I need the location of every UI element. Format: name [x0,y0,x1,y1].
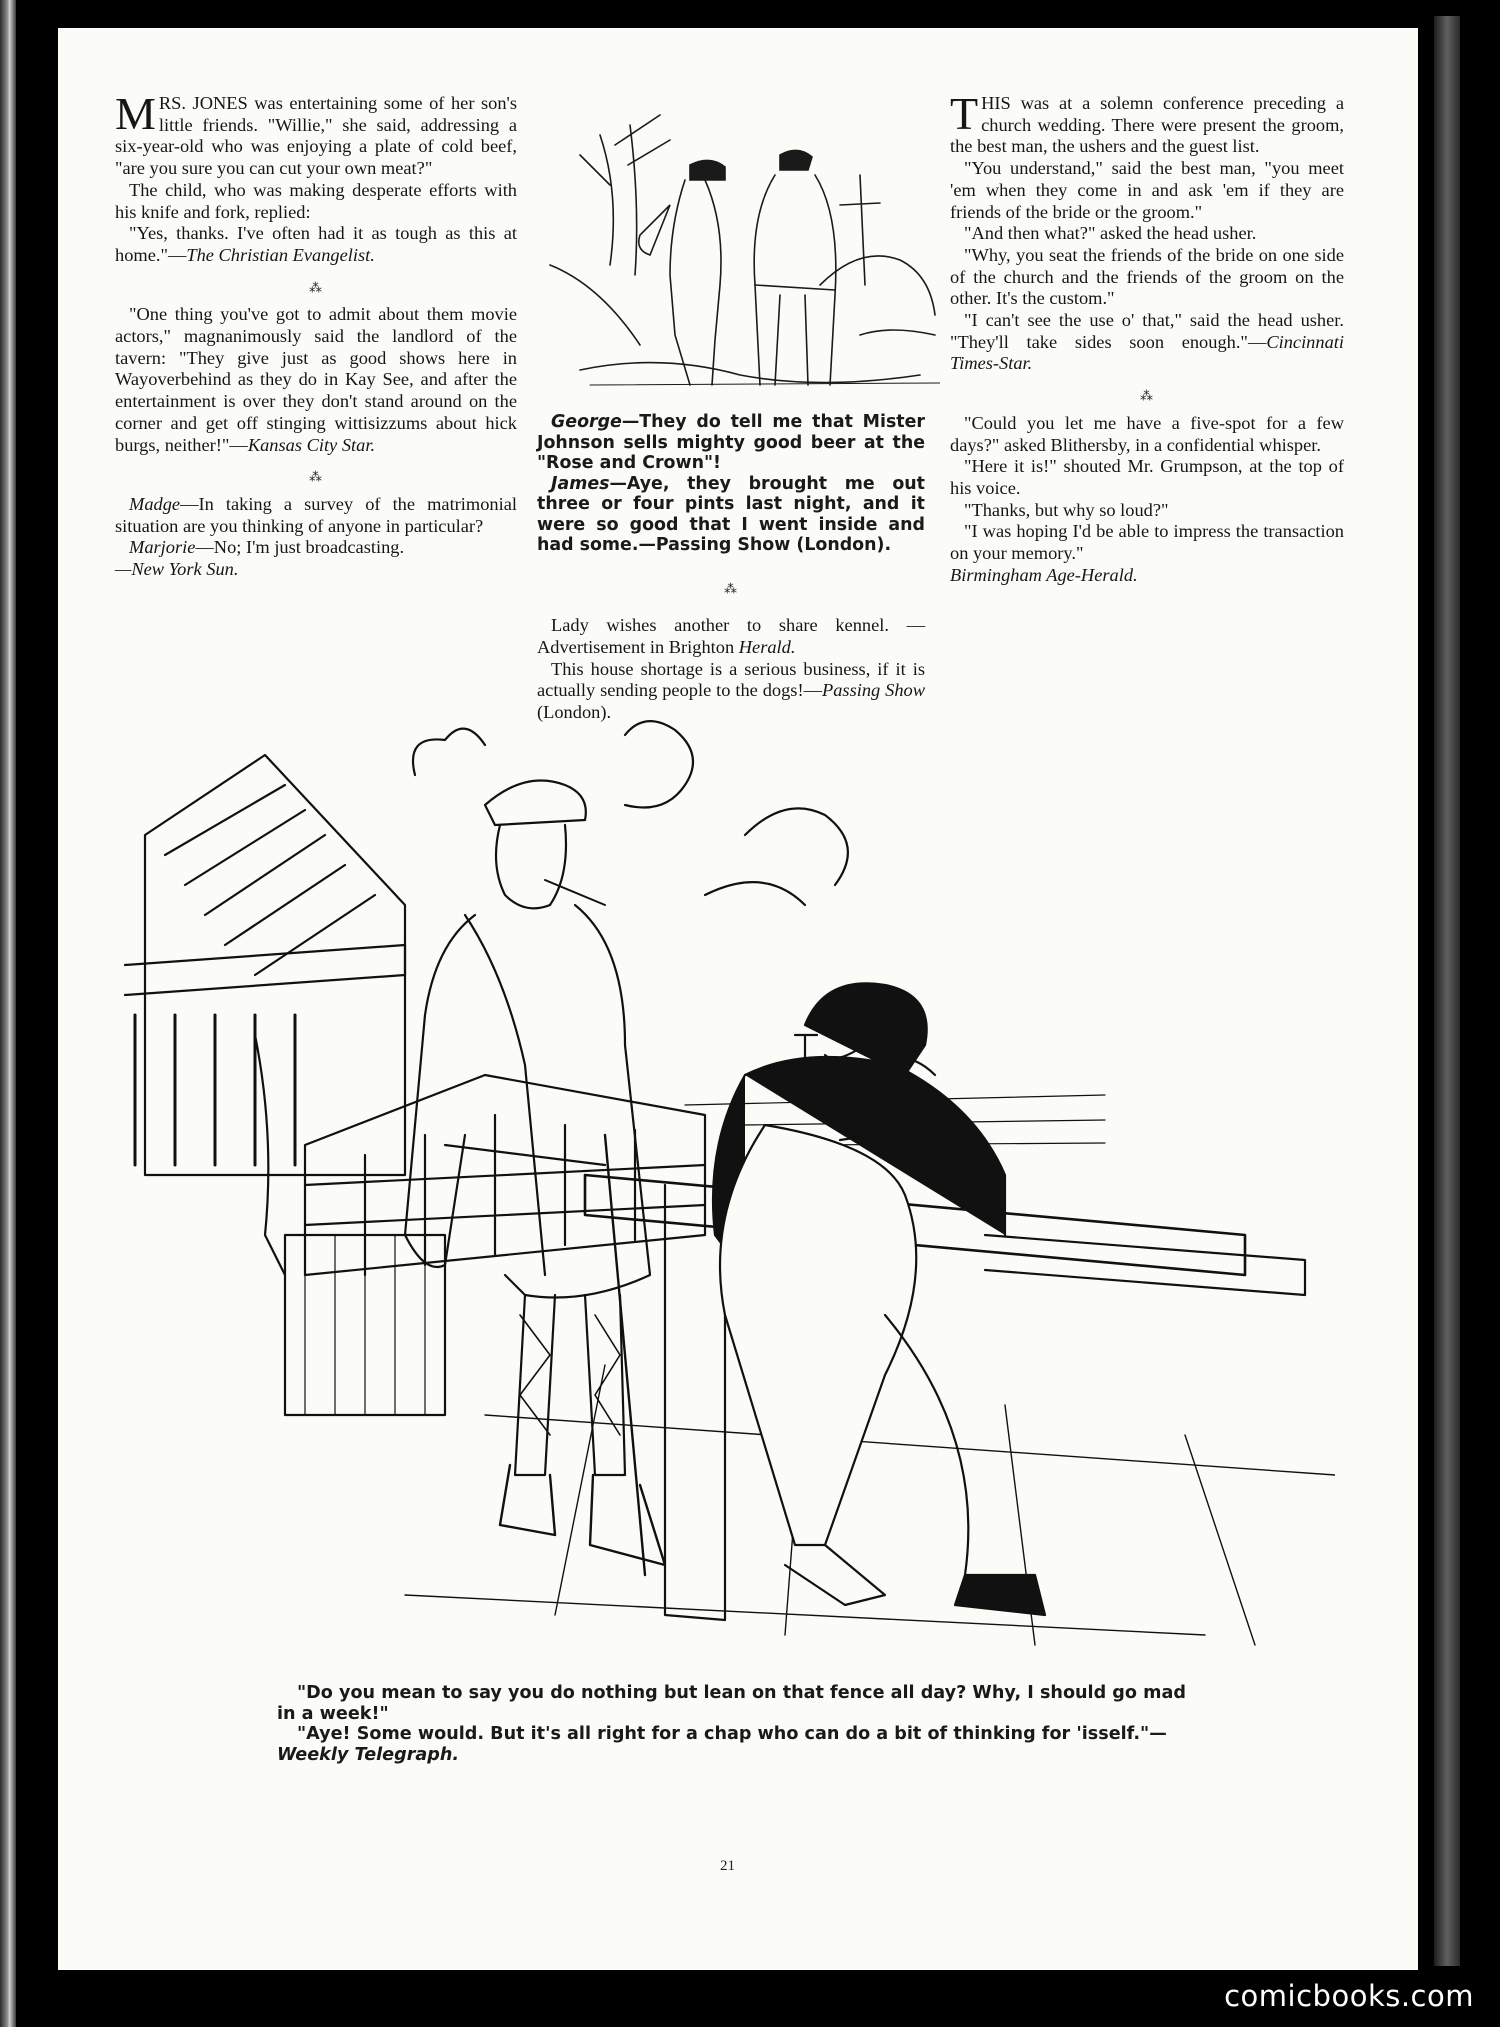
drop-cap: M [115,88,156,139]
joke-text: "You understand," said the best man, "you meet 'em when they come in and ask 'em if they are friends of the bride or the groom." [950,158,1344,222]
joke-text: The child, who was making desperate efforts with his knife and fork, replied: [115,179,517,222]
joke-text: "Here it is!" shouted Mr. Grumpson, at the top of his voice. [950,456,1344,498]
section-ornament: ⁂ [309,279,323,295]
joke-george [537,412,925,474]
joke-text: RS. JONES was entertaining some of her son's little friends. "Willie," she said, addressing a six-year-old who was enjoying a plate of cold beef, "are you sure you can cut your own meat?" [115,93,517,179]
illustration-two-men-walking [540,85,940,420]
source-credit: Passing Show [821,680,925,701]
joke-text: "Yes, thanks. I've often had it as tough as this at home."— [115,223,517,265]
joke-text: This house shortage is a serious business, if it is actually sending people to the dogs!— [537,658,925,701]
drop-cap: T [950,88,979,139]
book-spine-left [0,0,16,2027]
source-credit-line [950,565,1344,587]
source-credit: Cincinnati Times-Star. [950,331,1344,374]
watermark: comicbooks.com [1224,1979,1474,2013]
cartoon-caption [277,1683,1207,1765]
joke-james [537,474,925,556]
column-left [115,88,517,581]
joke-five-spot: "Could you let me have a five-spot for a few days?" asked Blithersby, in a confidential whisper. [950,412,1344,455]
joke-text: HIS was at a solemn conference preceding a church wedding. There were present the groom, the best man, the ushers and the guest list. [950,93,1344,157]
speaker-name: James [551,473,610,494]
joke-punchline [115,223,517,266]
joke-house-shortage [537,659,925,724]
column-right [950,88,1344,586]
caption-line-1: "Do you mean to say you do nothing but lean on that fence all day? Why, I should go mad in a week!" [277,1683,1186,1724]
source-credit-suffix: (London). [537,702,612,723]
section-ornament: ⁂ [1140,388,1154,404]
joke-text: "And then what?" asked the head usher. [964,223,1257,244]
speaker-name: Madge [129,493,181,514]
source-credit: —New York Sun. [115,559,239,580]
book-spine-right [1434,16,1460,1966]
speaker-name: George [551,412,622,432]
joke-text: Lady wishes another to share kennel. — Advertisement in Brighton [537,615,925,657]
page-number: 21 [720,1858,735,1874]
section-ornament: ⁂ [309,469,323,485]
source-credit: Kansas City Star. [247,434,376,455]
source-credit: Herald. [738,636,796,657]
column-middle [537,412,925,724]
joke-text: "I can't see the use o' that," said the head usher. "They'll take sides soon enough."— [950,310,1344,352]
joke-text: —In taking a survey of the matrimonial situation are you thinking of anyone in particular? [115,493,517,536]
illustration-men-at-fence [105,715,1335,1665]
joke-mrs-jones [115,88,517,180]
joke-punchline [950,310,1344,375]
joke-text: "One thing you've got to admit about them movie actors," magnanimously said the landlord of the tavern: "They give just as good shows here in Wayoverbehind as they do in Kay See, and after the entertainment is over they don't stand around on the corner and get off stinging wittisizzums about hick burgs, neither!"— [115,304,517,455]
speaker-name: Marjorie [129,537,196,558]
joke-text: —No; I'm just broadcasting. [195,537,405,558]
section-ornament: ⁂ [724,580,738,596]
joke-kennel [537,615,925,658]
joke-text: —Aye, they brought me out three or four pints last night, and it were so good that I went inside and had some.—Passing Show (London). [537,473,925,555]
source-credit: Birmingham Age-Herald. [950,564,1138,585]
source-credit: The Christian Evangelist. [186,244,375,265]
joke-marjorie [115,537,517,580]
caption-line-2 [277,1724,1207,1765]
joke-movie-actors [115,304,517,456]
joke-wedding [950,88,1344,158]
joke-text: —They do tell me that Mister Johnson sells mighty good beer at the "Rose and Crown"! [537,412,925,473]
joke-text: "Thanks, but why so loud?" [964,499,1169,520]
caption-text: "Aye! Some would. But it's all right for a chap who can do a bit of thinking for 'isself."— [297,1724,1167,1745]
joke-text: "Why, you seat the friends of the bride on one side of the church and the friends of the groom on the other. It's the custom." [950,244,1344,309]
joke-text: "I was hoping I'd be able to impress the transaction on your memory." [950,521,1344,564]
joke-madge [115,494,517,537]
source-credit: Weekly Telegraph. [277,1744,460,1765]
